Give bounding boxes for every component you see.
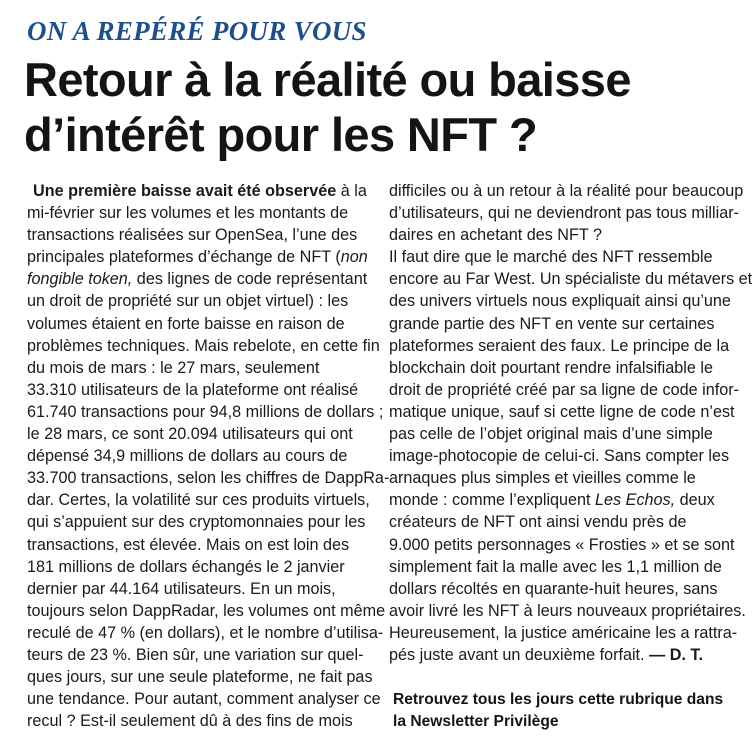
- article-headline: [24, 52, 631, 162]
- text-fragment: pés juste avant un deuxième forfait.: [389, 645, 650, 664]
- text-fragment: principales plateformes d’échange de NFT (: [27, 248, 341, 267]
- lead-line: [27, 180, 372, 202]
- newsletter-promo: [393, 689, 723, 733]
- text-line: ques jours, sur une seule plateforme, ne fait pas: [27, 668, 373, 687]
- text-fragment: des lignes de code représentant: [132, 270, 368, 289]
- italic-fragment: non: [340, 248, 368, 267]
- text-fragment: monde : comme l’expliquent: [389, 491, 596, 510]
- article-column-2: [389, 180, 753, 666]
- text-line: encore au Far West. Un spécialiste du métavers et: [389, 270, 753, 289]
- text-line: 33.700 transactions, selon les chiffres de DappRa-: [27, 469, 390, 488]
- promo-line: Retrouvez tous les jours cette rubrique dans: [393, 691, 724, 708]
- text-line: daires en achetant des NFT ?: [389, 226, 602, 245]
- text-line: reculé de 47 % (en dollars), et le nombre d’utilisa-: [27, 623, 384, 642]
- text-line: grande partie des NFT en vente sur certaines: [389, 314, 715, 333]
- text-fragment: deux: [675, 491, 715, 510]
- text-line: Il faut dire que le marché des NFT ressemble: [389, 248, 713, 267]
- text-line: recul ? Est-il seulement dû à des fins de mois: [27, 712, 353, 731]
- text-line: dépensé 34,9 millions de dollars au cours de: [27, 447, 348, 466]
- text-line: problèmes techniques. Mais rebelote, en cette fin: [27, 336, 380, 355]
- text-line: plateformes seraient des faux. Le principe de la: [389, 336, 730, 355]
- text-line: [389, 489, 734, 511]
- text-line: un droit de propriété sur un objet virtuel) : les: [27, 292, 349, 311]
- promo-line: la Newsletter Privilège: [393, 713, 559, 730]
- text-line: Heureusement, la justice américaine les a rattra-: [389, 623, 738, 642]
- text-line: transactions réalisées sur OpenSea, l’une des: [27, 226, 358, 245]
- text-line: dar. Certes, la volatilité sur ces produits virtuels,: [27, 491, 370, 510]
- text-line: d’utilisateurs, qui ne deviendront pas tous milliar-: [389, 204, 740, 223]
- text-line: 181 millions de dollars échangés le 2 janvier: [27, 557, 345, 576]
- text-line: teurs de 23 %. Bien sûr, une variation sur quel-: [27, 645, 364, 664]
- text-line: [27, 268, 372, 290]
- text-line: toujours selon DappRadar, les volumes ont même: [27, 601, 386, 620]
- text-line: pas celle de l’objet original mais d’une simple: [389, 425, 713, 444]
- text-line: dernier par 44.164 utilisateurs. En un mois,: [27, 579, 336, 598]
- text-line: [389, 644, 734, 666]
- text-line: 61.740 transactions pour 94,8 millions de dollars ;: [27, 402, 384, 421]
- text-line: [27, 246, 372, 268]
- text-line: blockchain doit pourtant rendre infalsifiable le: [389, 358, 713, 377]
- text-line: 9.000 petits personnages « Frosties » et se sont: [389, 535, 735, 554]
- text-line: simplement fait la malle avec les 1,1 million de: [389, 557, 722, 576]
- text-line: difficiles ou à un retour à la réalité pour beaucoup: [389, 182, 744, 200]
- lead-rest-text: à la: [336, 182, 367, 200]
- article-column-1: [27, 180, 390, 732]
- text-line: des univers virtuels nous expliquait ainsi qu’une: [389, 292, 731, 311]
- text-line: image-photocopie de celui-ci. Sans compter les: [389, 447, 730, 466]
- text-line: matique unique, sauf si cette ligne de code n’est: [389, 402, 735, 421]
- text-line: le 28 mars, ce sont 20.094 utilisateurs qui ont: [27, 425, 353, 444]
- text-line: 33.310 utilisateurs de la plateforme ont réalisé: [27, 380, 359, 399]
- text-line: droit de propriété créé par sa ligne de code infor-: [389, 380, 740, 399]
- text-line: mi-février sur les volumes et les montants de: [27, 204, 349, 223]
- text-line: du mois de mars : le 27 mars, seulement: [27, 358, 320, 377]
- text-line: dollars récoltés en quarante-huit heures, sans: [389, 579, 718, 598]
- lead-bold-text: Une première baisse avait été observée: [33, 182, 337, 200]
- text-line: arnaques plus simples et vieilles comme le: [389, 469, 696, 488]
- text-line: qui s’appuient sur des cryptomonnaies pour les: [27, 513, 366, 532]
- headline-line: d’intérêt pour les NFT ?: [24, 108, 538, 161]
- text-line: transactions, est élevée. Mais on est loin des: [27, 535, 350, 554]
- italic-fragment: Les Echos,: [595, 491, 676, 510]
- text-line: volumes étaient en forte baisse en raison de: [27, 314, 345, 333]
- italic-fragment: fongible token,: [27, 270, 133, 289]
- text-line: une tendance. Pour autant, comment analyser ce: [27, 690, 381, 709]
- headline-line: Retour à la réalité ou baisse: [24, 53, 631, 106]
- text-line: avoir livré les NFT à leurs nouveaux propriétaires.: [389, 601, 746, 620]
- section-kicker: ON A REPÉRÉ POUR VOUS: [27, 16, 367, 46]
- text-line: créateurs de NFT ont ainsi vendu près de: [389, 513, 687, 532]
- author-signature: — D. T.: [649, 645, 704, 664]
